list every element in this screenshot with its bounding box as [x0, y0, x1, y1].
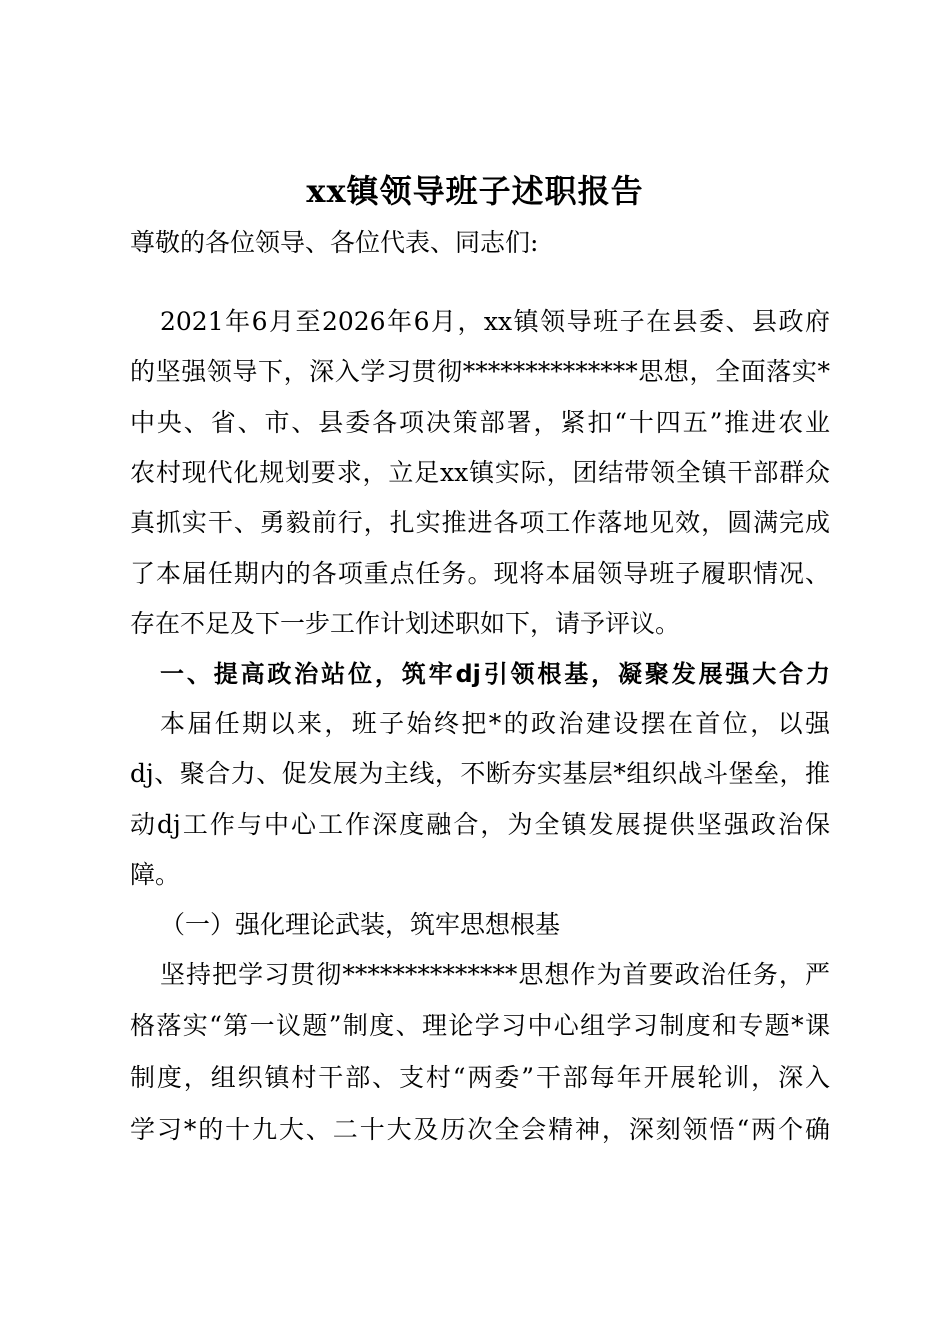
section-heading: 一、提高政治站位，筑牢dj引领根基，凝聚发展强大合力: [160, 660, 830, 688]
greeting: 尊敬的各位领导、各位代表、同志们:: [130, 228, 539, 257]
paragraph-line: 农村现代化规划要求，立足xx镇实际，团结带领全镇干部群众: [130, 458, 830, 487]
document-title: xx镇领导班子述职报告: [306, 172, 644, 210]
paragraph-line: dj、聚合力、促发展为主线，不断夯实基层*组织战斗堡垒，推: [130, 759, 830, 788]
paragraph-line: 格落实“第一议题”制度、理论学习中心组学习制度和专题*课: [130, 1011, 830, 1040]
paragraph-line: 中央、省、市、县委各项决策部署，紧扣“十四五”推进农业: [130, 408, 830, 437]
paragraph-line: 了本届任期内的各项重点任务。现将本届领导班子履职情况、: [130, 559, 830, 588]
paragraph-line: 学习*的十九大、二十大及历次全会精神，深刻领悟“两个确: [130, 1115, 830, 1144]
paragraph-line: 真抓实干、勇毅前行，扎实推进各项工作落地见效，圆满完成: [130, 508, 830, 537]
subsection-heading: （一）强化理论武装，筑牢思想根基: [160, 910, 561, 939]
paragraph-line: 障。: [130, 860, 181, 889]
paragraph-line: 动dj工作与中心工作深度融合，为全镇发展提供坚强政治保: [130, 810, 830, 839]
paragraph-line: 的坚强领导下，深入学习贯彻**************思想，全面落实*: [130, 357, 830, 386]
paragraph-line: 制度，组织镇村干部、支村“两委”干部每年开展轮训，深入: [130, 1063, 830, 1092]
paragraph-line: 存在不足及下一步工作计划述职如下，请予评议。: [130, 609, 681, 638]
paragraph-line: 本届任期以来，班子始终把*的政治建设摆在首位，以强: [160, 709, 830, 738]
paragraph-line: 2021年6月至2026年6月，xx镇领导班子在县委、县政府: [160, 307, 830, 336]
paragraph-line: 坚持把学习贯彻**************思想作为首要政治任务，严: [160, 960, 830, 989]
